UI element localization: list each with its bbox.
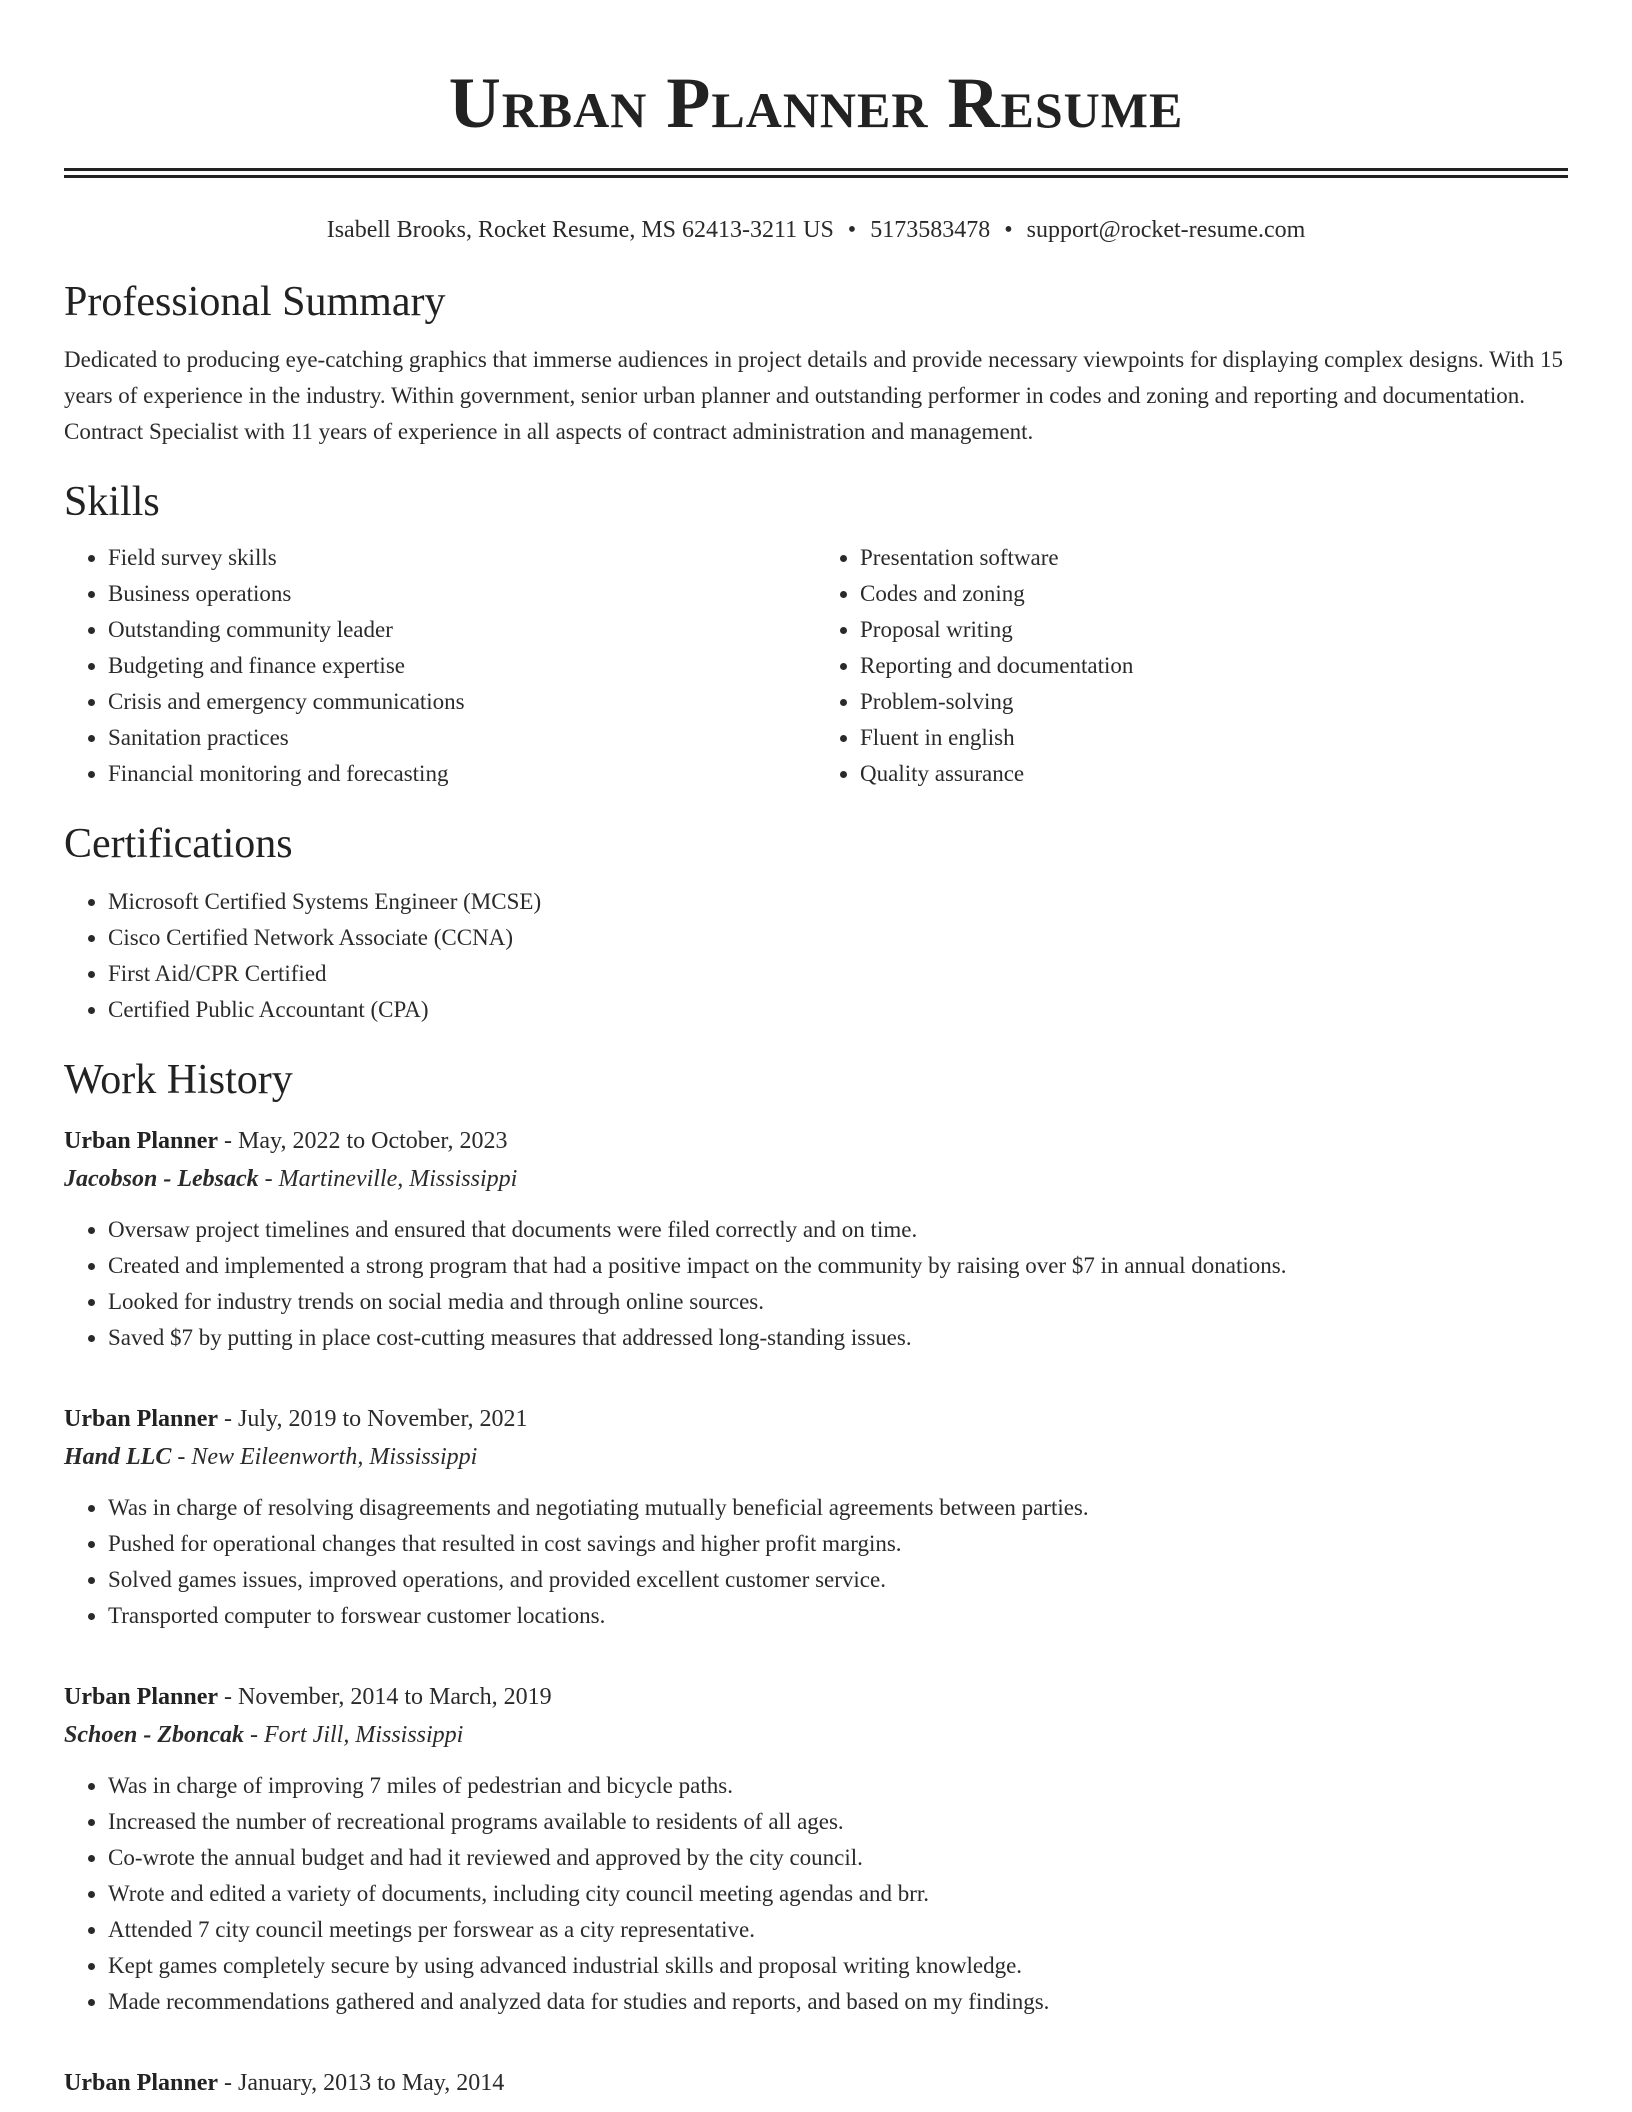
contact-line xyxy=(64,214,1568,246)
skill-item: • Codes and zoning xyxy=(860,576,1568,612)
skill-item: • Fluent in english xyxy=(860,720,1568,756)
certification-item: • Certified Public Accountant (CPA) xyxy=(108,992,1568,1028)
skills-column-right xyxy=(816,540,1568,792)
job-company-line: Schoen - Zboncak - Fort Jill, Mississippi xyxy=(64,1722,464,1748)
contact-phone: 5173583478 xyxy=(870,217,991,243)
job-bullet: • Made recommendations gathered and analyzed data for studies and reports, and based on my findings. xyxy=(108,1984,1568,2020)
job-title-line: Urban Planner - July, 2019 to November, 2021 xyxy=(64,1406,528,1432)
job-title-line: Urban Planner - January, 2013 to May, 2014 xyxy=(64,2070,505,2096)
skill-item: • Field survey skills xyxy=(108,540,816,576)
job-bullets xyxy=(64,1768,1568,2020)
skills-heading: Skills xyxy=(64,479,160,525)
contact-separator: • xyxy=(1004,217,1013,243)
job-company: Hand LLC xyxy=(64,1444,172,1470)
certifications-heading: Certifications xyxy=(64,821,293,867)
job-title: Urban Planner xyxy=(64,1684,219,1710)
job-bullet: • Pushed for operational changes that resulted in cost savings and higher profit margins. xyxy=(108,1526,1568,1562)
job-bullet: • Wrote and edited a variety of documents, including city council meeting agendas and brr. xyxy=(108,1876,1568,1912)
skill-item: • Crisis and emergency communications xyxy=(108,684,816,720)
job-title: Urban Planner xyxy=(64,1406,219,1432)
job-location: Martineville, Mississippi xyxy=(278,1166,518,1192)
job-bullets xyxy=(64,1490,1568,1634)
certification-item: • Cisco Certified Network Associate (CCNA) xyxy=(108,920,1568,956)
skills-list xyxy=(64,540,1568,792)
skill-item: • Quality assurance xyxy=(860,756,1568,792)
job-dates: January, 2013 to May, 2014 xyxy=(238,2070,505,2096)
job-dates: July, 2019 to November, 2021 xyxy=(238,1406,528,1432)
job-company: Schoen - Zboncak xyxy=(64,1722,244,1748)
job-bullet: • Looked for industry trends on social media and through online sources. xyxy=(108,1284,1568,1320)
contact-address: Isabell Brooks, Rocket Resume, MS 62413-3211 US xyxy=(326,217,834,243)
job-bullet: • Created and implemented a strong program that had a positive impact on the community by raising over $7 in annual donations. xyxy=(108,1248,1568,1284)
title-divider xyxy=(64,168,1568,178)
job-company-line: Hand LLC - New Eileenworth, Mississippi xyxy=(64,1444,478,1470)
job-bullet: • Was in charge of resolving disagreements and negotiating mutually beneficial agreements between parties. xyxy=(108,1490,1568,1526)
job-entry xyxy=(64,1400,1568,1634)
job-location: New Eileenworth, Mississippi xyxy=(191,1444,478,1470)
job-bullet: • Saved $7 by putting in place cost-cutting measures that addressed long-standing issues. xyxy=(108,1320,1568,1356)
job-dates: May, 2022 to October, 2023 xyxy=(238,1128,508,1154)
certifications-list xyxy=(64,884,1568,1028)
job-entry xyxy=(64,1678,1568,2020)
job-bullet: • Solved games issues, improved operations, and provided excellent customer service. xyxy=(108,1562,1568,1598)
job-bullet: • Transported computer to forswear customer locations. xyxy=(108,1598,1568,1634)
job-title: Urban Planner xyxy=(64,1128,219,1154)
contact-separator: • xyxy=(847,217,857,243)
skill-item: • Proposal writing xyxy=(860,612,1568,648)
job-company: Jacobson - Lebsack xyxy=(64,1166,259,1192)
job-dates: November, 2014 to March, 2019 xyxy=(238,1684,552,1710)
skill-item: • Problem-solving xyxy=(860,684,1568,720)
job-title-line: Urban Planner - November, 2014 to March, 2019 xyxy=(64,1684,552,1710)
job-title-line: Urban Planner - May, 2022 to October, 2023 xyxy=(64,1128,508,1154)
job-bullets xyxy=(64,1212,1568,1356)
job-bullet: • Oversaw project timelines and ensured that documents were filed correctly and on time. xyxy=(108,1212,1568,1248)
skill-item: • Presentation software xyxy=(860,540,1568,576)
job-bullet: • Attended 7 city council meetings per forswear as a city representative. xyxy=(108,1912,1568,1948)
job-title: Urban Planner xyxy=(64,2070,219,2096)
resume-page xyxy=(64,0,1568,2102)
summary-heading: Professional Summary xyxy=(64,279,446,325)
summary-text: Dedicated to producing eye-catching graphics that immerse audiences in project details and provide necessary viewpoints for displaying complex designs. With 15 years of experience in the industry. Within government, senior urban planner and outstanding performer in codes and zoning and reporting and documentation. Contract Specialist with 11 years of experience in all aspects of contract administration and management. xyxy=(64,347,1563,444)
job-bullet: • Increased the number of recreational programs available to residents of all ages. xyxy=(108,1804,1568,1840)
skill-item: • Sanitation practices xyxy=(108,720,816,756)
skill-item: • Business operations xyxy=(108,576,816,612)
certification-item: • Microsoft Certified Systems Engineer (MCSE) xyxy=(108,884,1568,920)
resume-title: Urban Planner Resume xyxy=(448,63,1184,143)
job-location: Fort Jill, Mississippi xyxy=(264,1722,464,1748)
skill-item: • Outstanding community leader xyxy=(108,612,816,648)
skills-column-left xyxy=(64,540,816,792)
job-bullet: • Was in charge of improving 7 miles of pedestrian and bicycle paths. xyxy=(108,1768,1568,1804)
skill-item: • Financial monitoring and forecasting xyxy=(108,756,816,792)
job-entry xyxy=(64,1122,1568,1356)
skill-item: • Reporting and documentation xyxy=(860,648,1568,684)
certification-item: • First Aid/CPR Certified xyxy=(108,956,1568,992)
job-entry xyxy=(64,2064,1568,2102)
job-bullet: • Co-wrote the annual budget and had it reviewed and approved by the city council. xyxy=(108,1840,1568,1876)
skill-item: • Budgeting and finance expertise xyxy=(108,648,816,684)
work-history-heading: Work History xyxy=(64,1057,293,1103)
job-company-line: Jacobson - Lebsack - Martineville, Mississippi xyxy=(64,1166,518,1192)
contact-email: support@rocket-resume.com xyxy=(1026,217,1306,243)
job-bullet: • Kept games completely secure by using advanced industrial skills and proposal writing knowledge. xyxy=(108,1948,1568,1984)
